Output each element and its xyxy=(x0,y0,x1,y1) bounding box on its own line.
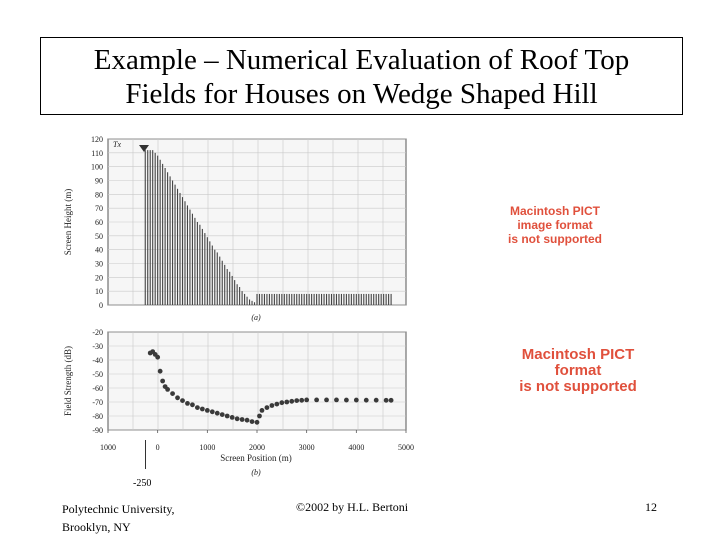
panel-a-y-tick-label: 0 xyxy=(99,301,103,310)
pict-unsupported-notice-1 xyxy=(470,204,640,246)
panel-b-point xyxy=(255,420,260,425)
panel-b-y-tick-label: -70 xyxy=(92,398,103,407)
panel-a-y-tick-label: 20 xyxy=(95,273,103,283)
panel-b-y-tick-label: -40 xyxy=(92,356,103,365)
pict-unsupported-notice-2 xyxy=(468,347,688,395)
panel-b-y-tick-label: -50 xyxy=(92,370,103,379)
footer-institution xyxy=(62,500,175,536)
panel-b-point xyxy=(384,398,389,403)
panel-b-point xyxy=(245,418,250,423)
slide-title-line-2: Fields for Houses on Wedge Shaped Hill xyxy=(125,78,598,110)
panel-b-label: (b) xyxy=(251,468,261,477)
panel-a-y-tick-label: 40 xyxy=(95,245,103,255)
pict-notice-2-line-1: Macintosh PICT xyxy=(521,346,635,363)
panel-a-label: (a) xyxy=(251,313,261,322)
panel-b-point xyxy=(314,398,319,403)
pict-notice-2-line-2: format xyxy=(554,362,602,379)
panel-b-point xyxy=(250,419,255,424)
footer-page-number: 12 xyxy=(645,500,657,514)
panel-b-point xyxy=(274,402,279,407)
footer-institution-line-1: Polytechnic University, xyxy=(62,502,175,516)
panel-b-point xyxy=(155,355,160,360)
panel-b-point xyxy=(180,398,185,403)
panel-a-y-tick-label: 110 xyxy=(91,148,103,158)
panel-b-point xyxy=(190,402,195,407)
panel-b-y-axis-label: Field Strength (dB) xyxy=(63,346,73,416)
panel-b-point xyxy=(205,408,210,413)
panel-b-point xyxy=(200,407,205,412)
panel-a-y-tick-label: 60 xyxy=(95,218,103,227)
panel-b-point xyxy=(240,417,245,422)
panel-b-x-tick-label: 3000 xyxy=(298,443,315,452)
panel-b-point xyxy=(284,400,289,405)
panel-b-point xyxy=(324,398,329,403)
panel-b-point xyxy=(185,401,190,406)
panel-b-point xyxy=(230,415,235,420)
panel-a-y-tick-label: 30 xyxy=(95,259,103,269)
panel-b-point xyxy=(215,411,220,416)
panel-b-point xyxy=(160,379,165,384)
panel-b-point xyxy=(344,398,349,403)
panel-b-point xyxy=(257,414,262,419)
outside-tick-line xyxy=(145,440,146,469)
panel-a-y-axis-label: Screen Height (m) xyxy=(63,188,73,256)
panel-a-y-tick-label: 10 xyxy=(95,287,103,297)
panel-b-point xyxy=(235,416,240,421)
outside-tick-label: -250 xyxy=(133,478,152,489)
panel-a-y-tick-label: 50 xyxy=(95,231,103,241)
panel-b-y-tick-label: -90 xyxy=(92,426,103,435)
panel-a-y-ticks xyxy=(91,135,103,310)
panel-b-point xyxy=(210,409,215,414)
screen-height-chart xyxy=(63,135,406,322)
panel-b-point xyxy=(374,398,379,403)
panel-b-point xyxy=(270,403,275,408)
panel-b-y-ticks xyxy=(92,328,103,435)
panel-b-x-tick-label: 2000 xyxy=(249,443,265,452)
panel-a-y-tick-label: 80 xyxy=(95,190,103,200)
footer-institution-line-2: Brooklyn, NY xyxy=(62,520,131,534)
footer-copyright: ©2002 by H.L. Bertoni xyxy=(296,500,409,514)
panel-b-x-tick-label: 4000 xyxy=(348,443,365,452)
panel-b-y-tick-label: -60 xyxy=(92,384,103,393)
panel-b-x-tick-label: 5000 xyxy=(398,443,414,452)
panel-a-y-tick-label: 100 xyxy=(91,162,103,172)
panel-b-point xyxy=(175,395,180,400)
panel-b-x-tick-label: 1000 xyxy=(199,443,216,452)
pict-notice-2-line-3: is not supported xyxy=(519,378,637,395)
panel-b-x-axis-label: Screen Position (m) xyxy=(220,453,292,463)
panel-b-point xyxy=(195,405,200,410)
panel-b-y-tick-label: -30 xyxy=(92,342,103,351)
panel-b-point xyxy=(260,408,265,413)
panel-b-point xyxy=(289,399,294,404)
panel-b-y-tick-label: -20 xyxy=(92,328,103,337)
panel-a-y-tick-label: 90 xyxy=(95,176,103,186)
panel-b-point xyxy=(225,414,230,419)
panel-b-point xyxy=(354,398,359,403)
panel-a-y-tick-label: 120 xyxy=(91,135,103,144)
panel-b-point xyxy=(279,400,284,405)
panel-a-y-tick-label: 70 xyxy=(95,204,103,214)
pict-notice-1-line-3: is not supported xyxy=(508,232,602,246)
panel-b-x-ticks xyxy=(100,430,414,452)
panel-b-point xyxy=(389,398,394,403)
panel-b-point xyxy=(304,398,309,403)
panel-a-marker-label: Tx xyxy=(113,140,121,149)
panel-b-point xyxy=(334,398,339,403)
pict-notice-1-line-1: Macintosh PICT xyxy=(509,204,600,218)
panel-b-point xyxy=(265,405,270,410)
panel-b-x-tick-label: 0 xyxy=(155,443,160,452)
panel-b-point xyxy=(165,387,170,392)
slide-title-line-1: Example – Numerical Evaluation of Roof Top xyxy=(93,44,630,76)
panel-b-point xyxy=(158,369,163,374)
panel-b-point xyxy=(294,398,299,403)
panel-b-x-tick-label: 1000 xyxy=(100,443,116,452)
panel-b-point xyxy=(299,398,304,403)
panel-b-point xyxy=(364,398,369,403)
panel-b-point xyxy=(220,412,225,417)
panel-b-frame xyxy=(108,332,406,430)
panel-b-y-tick-label: -80 xyxy=(92,412,103,421)
pict-notice-1-line-2: image format xyxy=(517,218,593,232)
panel-b-point xyxy=(170,391,175,396)
field-strength-chart xyxy=(63,328,414,477)
